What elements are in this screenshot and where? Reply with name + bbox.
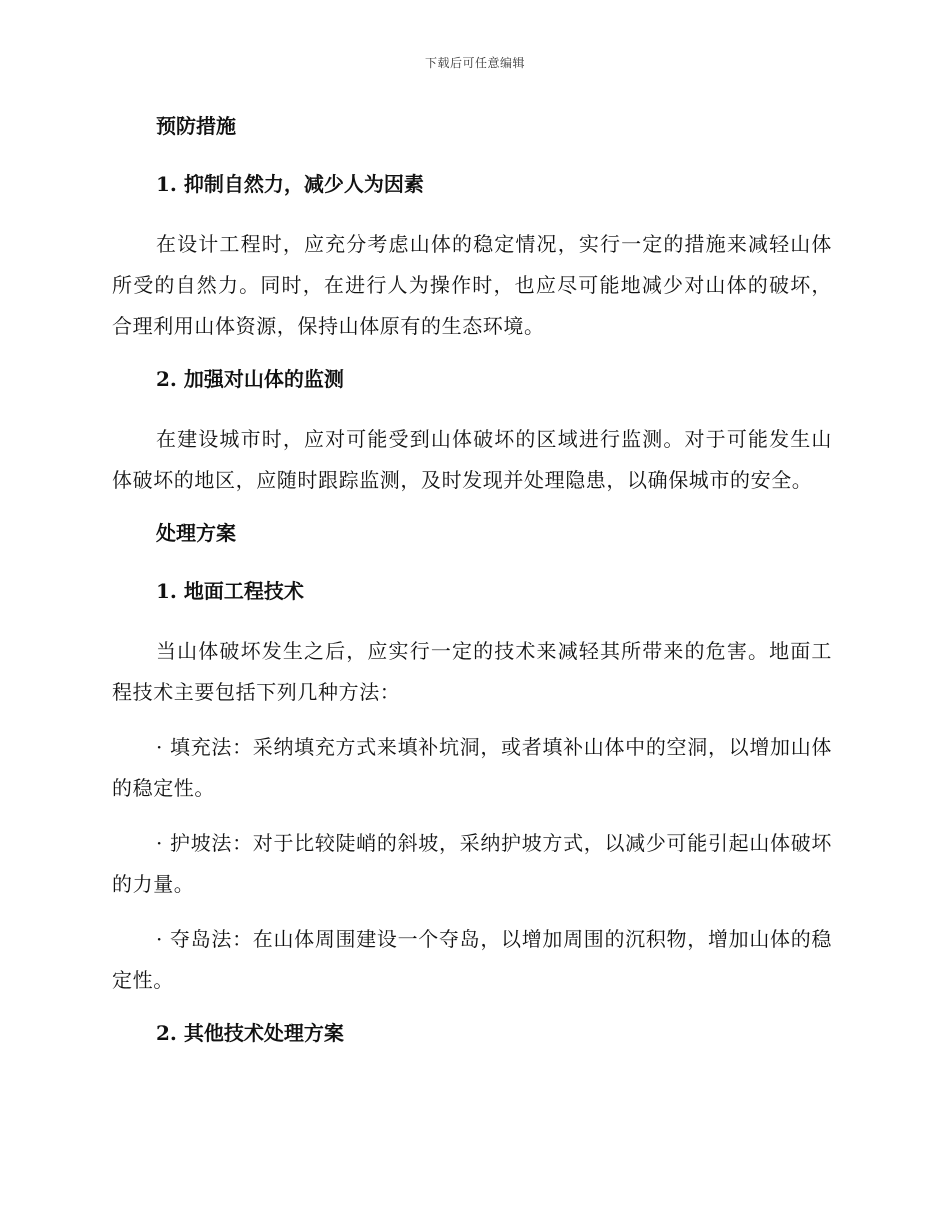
section-title-treatment: 处理方案	[156, 521, 236, 545]
subheading-3: 1. 地面工程技术	[156, 579, 304, 603]
header-note: 下载后可任意编辑	[424, 56, 525, 70]
paragraph-3: 当山体破坏发生之后，应实行一定的技术来减轻其所带来的危害。地面工程技术主要包括下列几种方法：	[112, 639, 832, 704]
bullet-slope-protection: · 护坡法：对于比较陡峭的斜坡，采纳护坡方式，以减少可能引起山体破坏的力量。	[112, 831, 832, 896]
paragraph-2: 在建设城市时，应对可能受到山体破坏的区域进行监测。对于可能发生山体破坏的地区，应随时跟踪监测，及时发现并处理隐患，以确保城市的安全。	[112, 427, 832, 492]
section-title-prevention: 预防措施	[156, 114, 236, 138]
subheading-2: 2. 加强对山体的监测	[156, 367, 344, 391]
subheading-1: 1. 抑制自然力，减少人为因素	[156, 172, 424, 196]
paragraph-1: 在设计工程时，应充分考虑山体的稳定情况，实行一定的措施来减轻山体所受的自然力。同时，在进行人为操作时，也应尽可能地减少对山体的破坏，合理利用山体资源，保持山体原有的生态环境。	[112, 232, 832, 338]
document-body	[112, 108, 832, 1073]
bullet-fill-method: · 填充法：采纳填充方式来填补坑洞，或者填补山体中的空洞，以增加山体的稳定性。	[112, 735, 832, 800]
subheading-4: 2. 其他技术处理方案	[156, 1021, 344, 1045]
bullet-island-method: · 夺岛法：在山体周围建设一个夺岛，以增加周围的沉积物，增加山体的稳定性。	[112, 927, 832, 992]
